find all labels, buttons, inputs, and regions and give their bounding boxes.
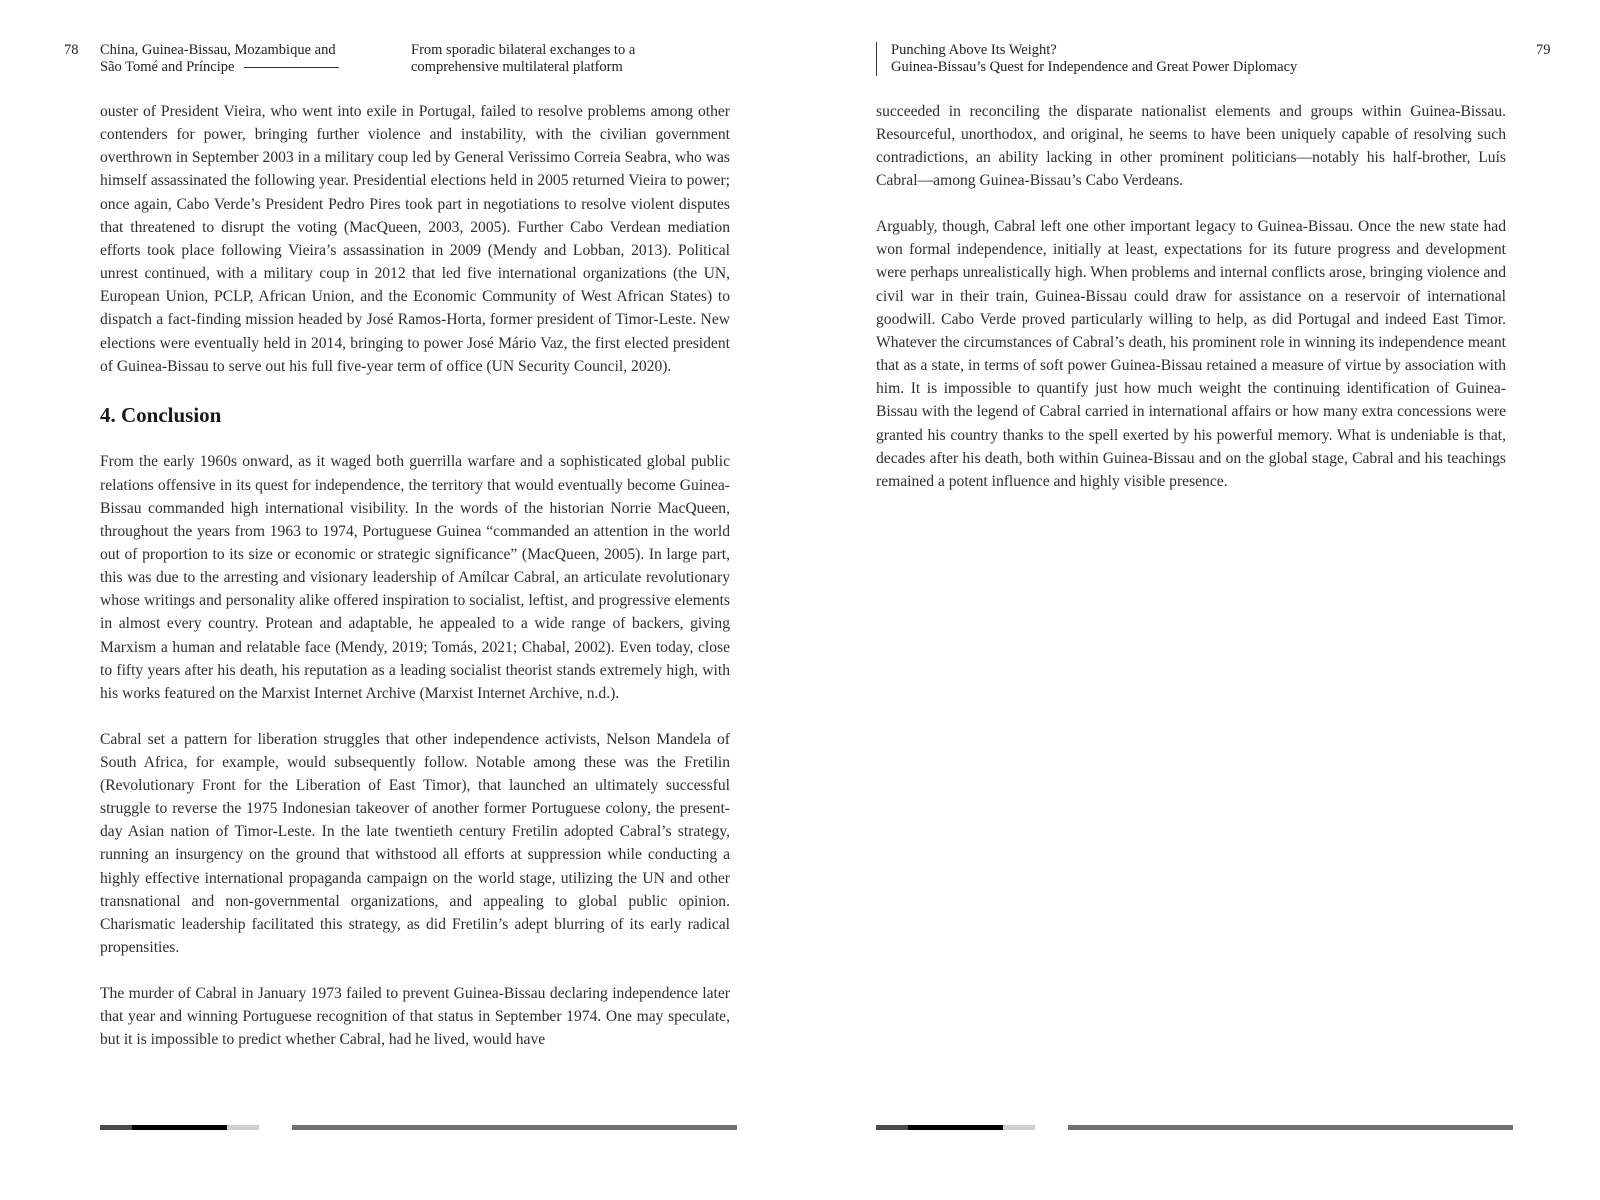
- running-head-book-line-2: São Tomé and Príncipe: [100, 59, 235, 75]
- header-rule: [244, 67, 339, 68]
- footer-bar-light-segment: [227, 1125, 259, 1130]
- footer-long-bar: [1068, 1125, 1513, 1130]
- paragraph: ouster of President Vieira, who went into exile in Portugal, failed to resolve problems among other contenders for power, bringing further violence and instability, with the civilian government overthrown in September 2003 in a military coup led by General Verissimo Correia Seabra, who was himself assassinated the following year. Presidential elections held in 2005 returned Vieira to power; once again, Cabo Verde’s President Pedro Pires took part in negotiations to resolve violent disputes that threatened to disrupt the voting (MacQueen, 2003, 2005). Further Cabo Verdean mediation efforts took place following Vieira’s assassination in 2009 (Mendy and Lobban, 2013). Political unrest continued, with a military coup in 2012 that led five international organizations (the UN, European Union, PCLP, African Union, and the Economic Community of West African States) to dispatch a fact-finding mission headed by José Ramos-Horta, former president of Timor-Leste. New elections were eventually held in 2014, bringing to power José Mário Vaz, the first elected president of Guinea-Bissau to serve out his full five-year term of office (UN Security Council, 2020).: [100, 103, 730, 375]
- page-number: 79: [1536, 42, 1551, 58]
- paragraph: The murder of Cabral in January 1973 failed to prevent Guinea-Bissau declaring independence later that year and winning Portuguese recognition of that status in September 1974. One may speculate, but it is impossible to predict whether Cabral, had he lived, would have: [100, 984, 730, 1048]
- page-number: 78: [64, 42, 79, 58]
- footer-bar-black-segment: [908, 1125, 1003, 1130]
- running-head-book-title: [100, 42, 360, 76]
- footer-bar-dark-segment: [100, 1125, 132, 1130]
- footer-decoration: [876, 1125, 1513, 1130]
- right-body-text: [876, 100, 1506, 516]
- running-head-line-1: Punching Above Its Weight?: [891, 42, 1057, 58]
- running-head-book-line-2-wrap: [100, 59, 360, 76]
- running-head-chapter-title: [411, 42, 711, 76]
- footer-short-bar: [876, 1125, 1035, 1130]
- footer-long-bar: [292, 1125, 737, 1130]
- paragraph: succeeded in reconciling the disparate nationalist elements and groups within Guinea-Bissau. Resourceful, unorthodox, and original, he seems to have been uniquely capable of resolving such contradictions, an ability lacking in other prominent politicians—notably his half-brother, Luís Cabral—among Guinea-Bissau’s Cabo Verdeans.: [876, 103, 1506, 190]
- section-heading: 4. Conclusion: [100, 403, 222, 428]
- running-head-line-2: Guinea-Bissau’s Quest for Independence and Great Power Diplomacy: [891, 59, 1298, 75]
- footer-short-bar: [100, 1125, 259, 1130]
- running-head-article-title: [876, 42, 1297, 76]
- paragraph: Cabral set a pattern for liberation struggles that other independence activists, Nelson Mandela of South Africa, for example, would subsequently follow. Notable among these was the Fretilin (Revolutionary Front for the Liberation of East Timor), that launched an ultimately successful struggle to reverse the 1975 Indonesian takeover of another former Portuguese colony, the present-day Asian nation of Timor-Leste. In the late twentieth century Fretilin adopted Cabral’s strategy, running an insurgency on the ground that withstood all efforts at suppression while conducting a highly effective international propaganda campaign on the world stage, utilizing the UN and other transnational and non-governmental organizations, and appealing to global public opinion. Charismatic leadership facilitated this strategy, as did Fretilin’s adept blurring of its early radical propensities.: [100, 730, 730, 956]
- paragraph: From the early 1960s onward, as it waged both guerrilla warfare and a sophisticated global public relations offensive in its quest for independence, the territory that would eventually become Guinea-Bissau commanded high international visibility. In the words of the historian Norrie MacQueen, throughout the years from 1963 to 1974, Portuguese Guinea “commanded an attention in the world out of proportion to its size or economic or strategic significance” (MacQueen, 2005). In large part, this was due to the arresting and visionary leadership of Amílcar Cabral, an articulate revolutionary whose writings and personality alike offered inspiration to socialist, leftist, and progressive elements in almost every country. Protean and adaptable, he appealed to a wide range of backers, giving Marxism a human and relatable face (Mendy, 2019; Tomás, 2021; Chabal, 2002). Even today, close to fifty years after his death, his reputation as a leading socialist theorist stands extremely high, with his works featured on the Marxist Internet Archive (Marxist Internet Archive, n.d.).: [100, 453, 730, 702]
- paragraph: Arguably, though, Cabral left one other important legacy to Guinea-Bissau. Once the new state had won formal independence, initially at least, expectations for its future progress and development were perhaps unrealistically high. When problems and internal conflicts arose, bringing violence and civil war in their train, Guinea-Bissau could draw for assistance on a reservoir of international goodwill. Cabo Verde proved particularly willing to help, as did Portugal and indeed East Timor. Whatever the circumstances of Cabral’s death, his prominent role in winning its independence meant that as a state, in terms of soft power Guinea-Bissau retained a measure of virtue by association with him. It is impossible to quantify just how much weight the continuing identification of Guinea-Bissau with the legend of Cabral carried in international affairs or how many extra concessions were granted his country thanks to the spell exerted by his powerful memory. What is undeniable is that, decades after his death, both within Guinea-Bissau and on the global stage, Cabral and his teachings remained a potent influence and highly visible presence.: [876, 218, 1506, 490]
- footer-bar-black-segment: [132, 1125, 227, 1130]
- left-body-text: [100, 100, 730, 1074]
- running-head-chapter-line-1: From sporadic bilateral exchanges to a: [411, 42, 636, 58]
- footer-decoration: [100, 1125, 737, 1130]
- right-page: [800, 0, 1600, 1200]
- footer-bar-dark-segment: [876, 1125, 908, 1130]
- running-head-book-line-1: China, Guinea-Bissau, Mozambique and: [100, 42, 336, 58]
- running-head-chapter-line-2: comprehensive multilateral platform: [411, 59, 623, 75]
- footer-bar-light-segment: [1003, 1125, 1035, 1130]
